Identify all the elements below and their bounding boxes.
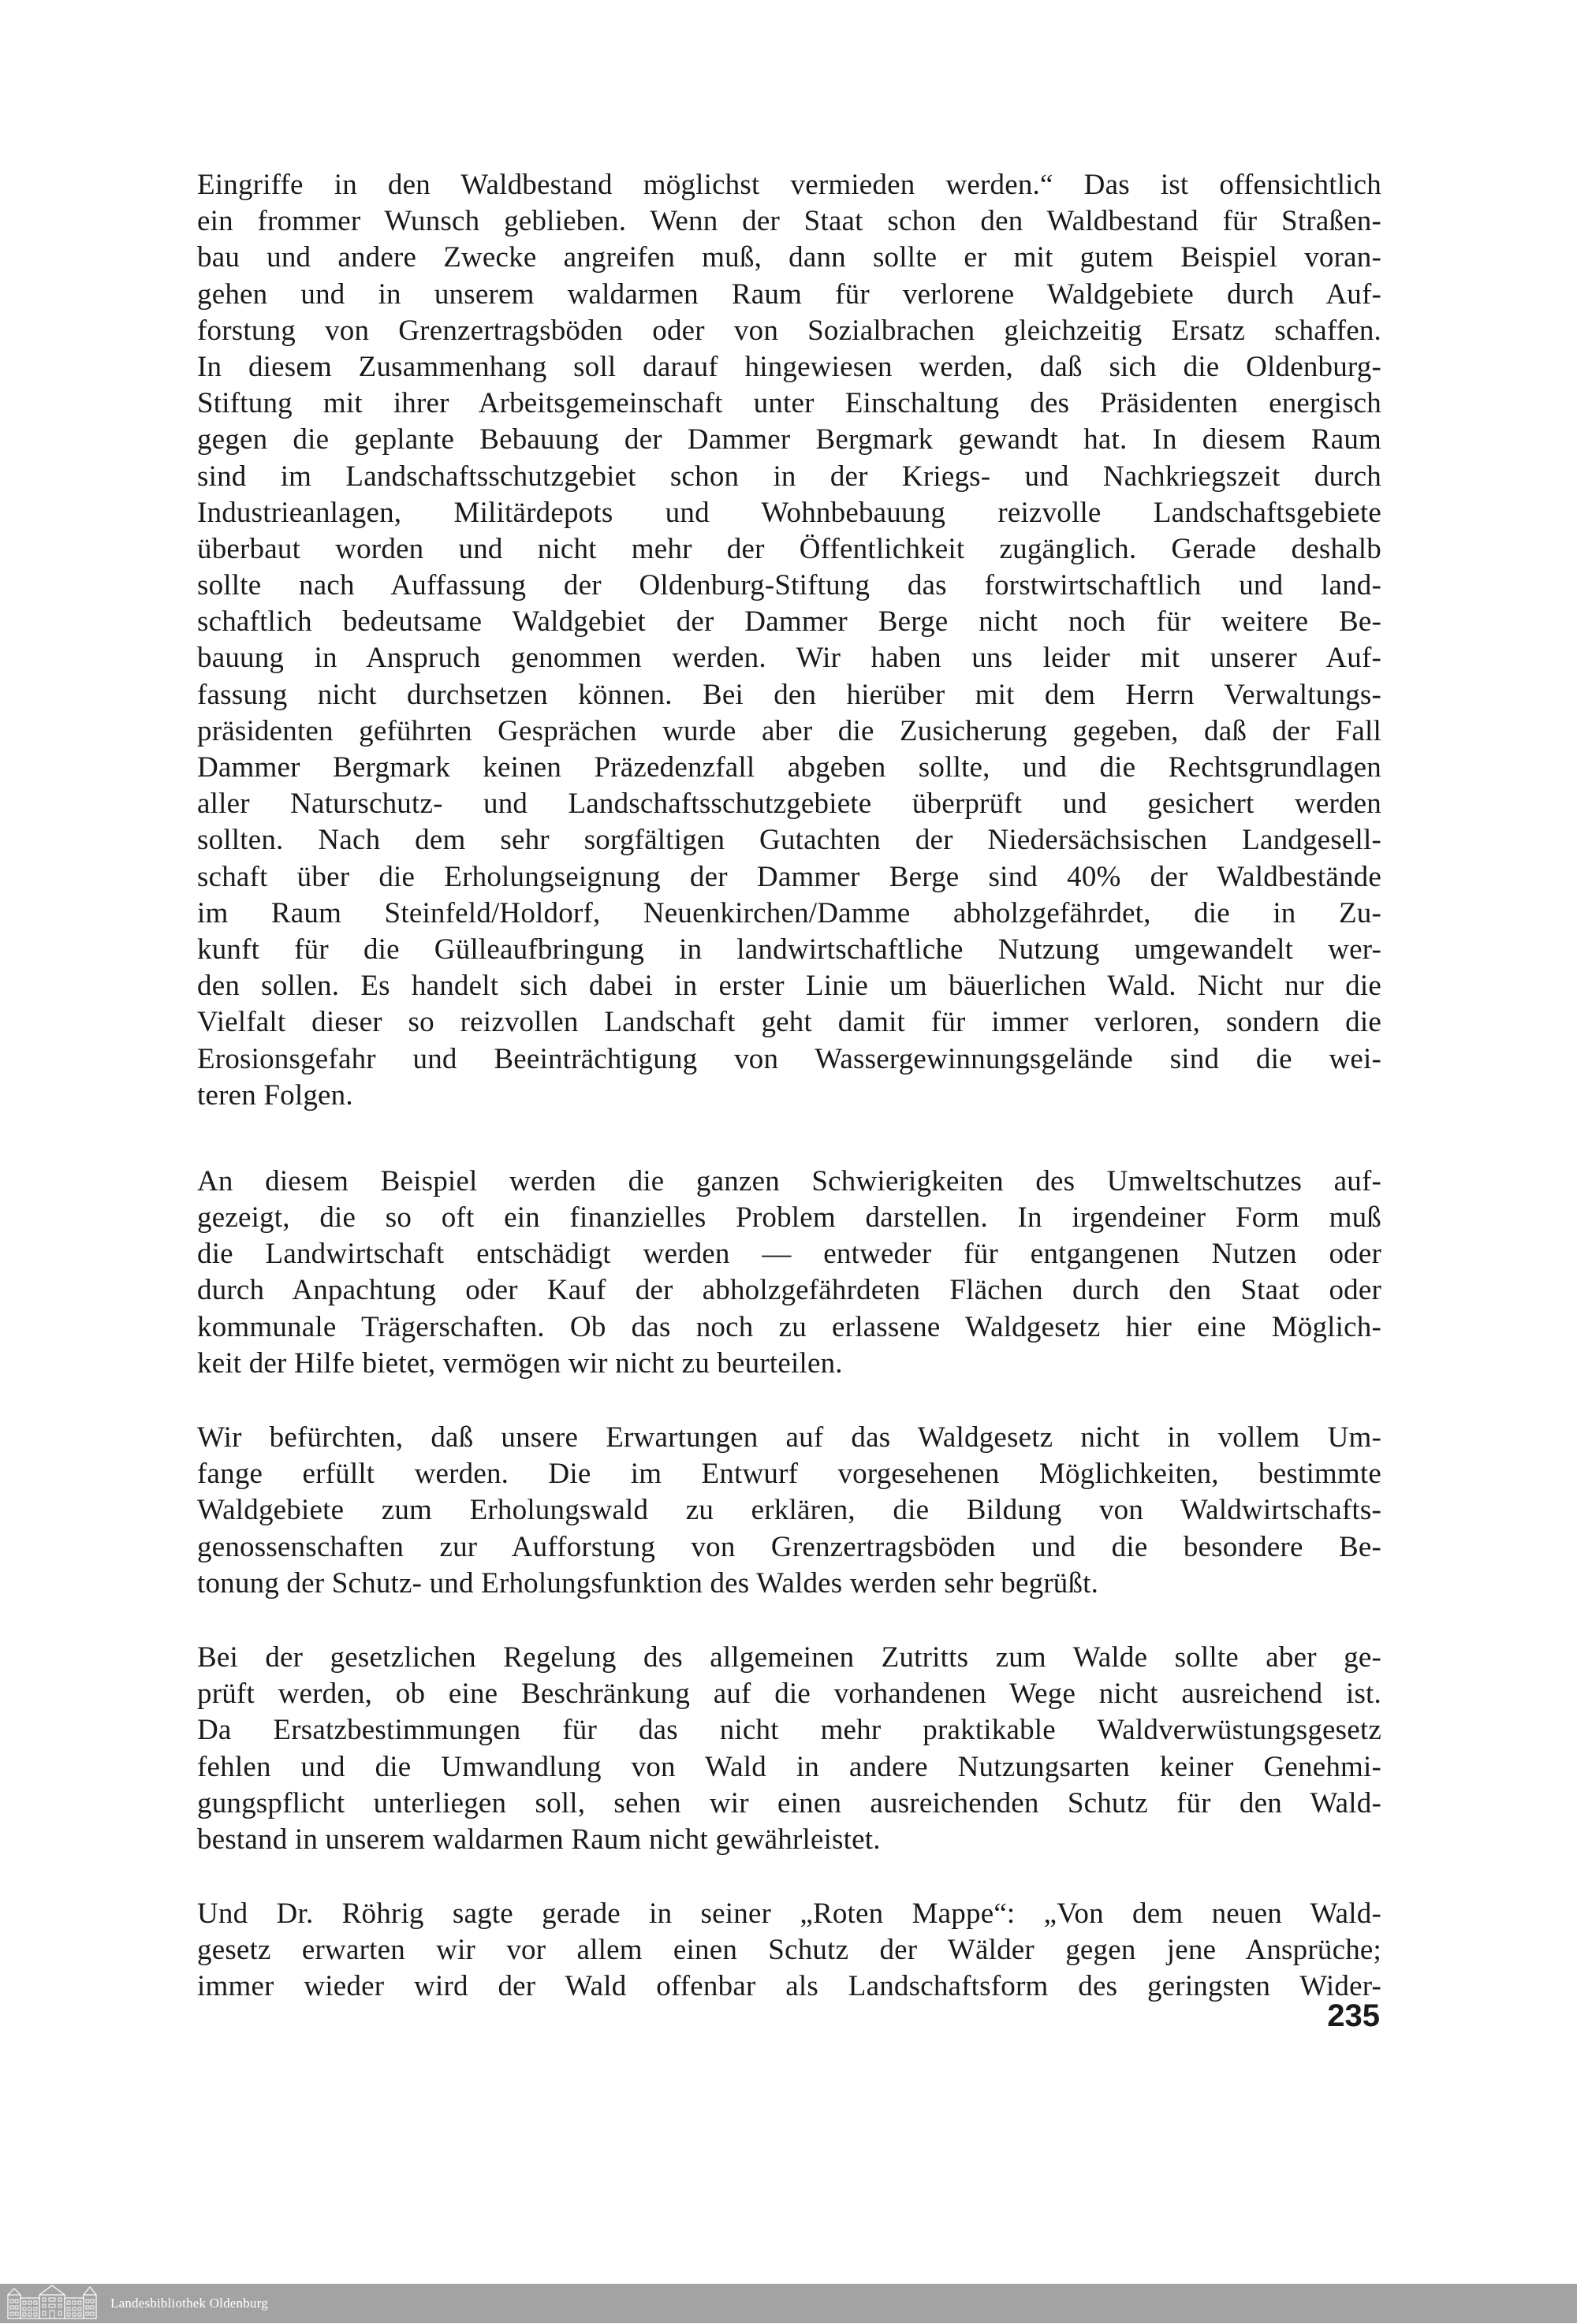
text-line: fassung nicht durchsetzen können. Bei den hierüber mit dem Herrn Verwaltungs- bbox=[197, 678, 1381, 711]
text-line: Wir befürchten, daß unsere Erwartungen auf das Waldgesetz nicht in vollem Um- bbox=[197, 1421, 1381, 1454]
text-line: teren Folgen. bbox=[197, 1078, 353, 1112]
text-line: tonung der Schutz- und Erholungsfunktion des Waldes werden sehr begrüßt. bbox=[197, 1566, 1099, 1600]
text-line: bau und andere Zwecke angreifen muß, dann sollte er mit gutem Beispiel voran- bbox=[197, 241, 1381, 274]
text-line: die Landwirtschaft entschädigt werden — entweder für entgangenen Nutzen oder bbox=[197, 1238, 1381, 1271]
text-line: Erosionsgefahr und Beeinträchtigung von Wassergewinnungsgelände sind die wei- bbox=[197, 1042, 1381, 1075]
text-line: An diesem Beispiel werden die ganzen Schwierigkeiten des Umweltschutzes auf- bbox=[197, 1164, 1381, 1197]
text-line: Bei der gesetzlichen Regelung des allgemeinen Zutritts zum Walde sollte aber ge- bbox=[197, 1641, 1381, 1674]
text-line: im Raum Steinfeld/Holdorf, Neuenkirchen/Damme abholzgefährdet, die in Zu- bbox=[197, 896, 1381, 929]
text-line: In diesem Zusammenhang soll darauf hingewiesen werden, daß sich die Oldenburg- bbox=[197, 350, 1381, 383]
text-line: schaft über die Erholungseignung der Dammer Berge sind 40% der Waldbestände bbox=[197, 860, 1381, 893]
text-line: sind im Landschaftsschutzgebiet schon in der Kriegs- und Nachkriegszeit durch bbox=[197, 460, 1381, 493]
text-line: genossenschaften zur Aufforstung von Grenzertragsböden und die besondere Be- bbox=[197, 1530, 1381, 1563]
paragraph-1 bbox=[197, 167, 1381, 1114]
text-line: Dammer Bergmark keinen Präzedenzfall abgeben sollte, und die Rechtsgrundlagen bbox=[197, 751, 1381, 784]
paragraph-2 bbox=[197, 1164, 1381, 1382]
paragraph-spacer bbox=[197, 1602, 1381, 1640]
text-line: gungspflicht unterliegen soll, sehen wir einen ausreichenden Schutz für den Wald- bbox=[197, 1786, 1381, 1819]
text-line: kommunale Trägerschaften. Ob das noch zu erlassene Waldgesetz hier eine Möglich- bbox=[197, 1310, 1381, 1343]
text-line: gehen und in unserem waldarmen Raum für verlorene Waldgebiete durch Auf- bbox=[197, 277, 1381, 311]
text-line: präsidenten geführten Gesprächen wurde aber die Zusicherung gegeben, daß der Fall bbox=[197, 714, 1381, 747]
text-line: fehlen und die Umwandlung von Wald in andere Nutzungsarten keiner Genehmi- bbox=[197, 1750, 1381, 1783]
text-line: sollten. Nach dem sehr sorgfältigen Gutachten der Niedersächsischen Landgesell- bbox=[197, 824, 1381, 857]
text-line: sollte nach Auffassung der Oldenburg-Stiftung das forstwirtschaftlich und land- bbox=[197, 569, 1381, 602]
library-building-icon bbox=[5, 2284, 99, 2320]
text-line: ein frommer Wunsch geblieben. Wenn der Staat schon den Waldbestand für Straßen- bbox=[197, 205, 1381, 238]
text-line: überbaut worden und nicht mehr der Öffentlichkeit zugänglich. Gerade deshalb bbox=[197, 532, 1381, 565]
document-page-body bbox=[197, 167, 1381, 2006]
text-line: den sollen. Es handelt sich dabei in erster Linie um bäuerlichen Wald. Nicht nur die bbox=[197, 970, 1381, 1003]
text-line: gegen die geplante Bebauung der Dammer Bergmark gewandt hat. In diesem Raum bbox=[197, 423, 1381, 456]
paragraph-5 bbox=[197, 1896, 1381, 2006]
library-footer-bar bbox=[0, 2284, 1577, 2323]
text-line: gesetz erwarten wir vor allem einen Schutz der Wälder gegen jene Ansprüche; bbox=[197, 1934, 1381, 1967]
text-line: Da Ersatzbestimmungen für das nicht mehr praktikable Waldverwüstungsgesetz bbox=[197, 1714, 1381, 1747]
paragraph-4 bbox=[197, 1640, 1381, 1858]
text-line: Eingriffe in den Waldbestand möglichst vermieden werden.“ Das ist offensichtlich bbox=[197, 169, 1381, 201]
library-name: Landesbibliothek Oldenburg bbox=[110, 2296, 268, 2311]
text-line: prüft werden, ob eine Beschränkung auf die vorhandenen Wege nicht ausreichend ist. bbox=[197, 1678, 1381, 1711]
text-line: aller Naturschutz- und Landschaftsschutzgebiete überprüft und gesichert werden bbox=[197, 788, 1381, 821]
text-line: bauung in Anspruch genommen werden. Wir haben uns leider mit unserer Auf- bbox=[197, 642, 1381, 675]
text-line: Industrieanlagen, Militärdepots und Wohnbebauung reizvolle Landschaftsgebiete bbox=[197, 496, 1381, 529]
text-line: Waldgebiete zum Erholungswald zu erklären, die Bildung von Waldwirtschafts- bbox=[197, 1494, 1381, 1527]
text-line: keit der Hilfe bietet, vermögen wir nicht zu beurteilen. bbox=[197, 1346, 843, 1380]
text-line: immer wieder wird der Wald offenbar als Landschaftsform des geringsten Wider- bbox=[197, 1970, 1381, 2003]
paragraph-spacer bbox=[197, 1858, 1381, 1896]
text-line: fange erfüllt werden. Die im Entwurf vorgesehenen Möglichkeiten, bestimmte bbox=[197, 1458, 1381, 1491]
text-line: Stiftung mit ihrer Arbeitsgemeinschaft unter Einschaltung des Präsidenten energisch bbox=[197, 387, 1381, 420]
paragraph-3 bbox=[197, 1420, 1381, 1602]
page-number: 235 bbox=[1327, 1998, 1380, 2033]
text-line: Und Dr. Röhrig sagte gerade in seiner „Roten Mappe“: „Von dem neuen Wald- bbox=[197, 1898, 1381, 1931]
text-line: gezeigt, die so oft ein finanzielles Problem darstellen. In irgendeiner Form muß bbox=[197, 1201, 1381, 1235]
text-line: forstung von Grenzertragsböden oder von Sozialbrachen gleichzeitig Ersatz schaffen. bbox=[197, 314, 1381, 347]
text-line: Vielfalt dieser so reizvollen Landschaft geht damit für immer verloren, sondern die bbox=[197, 1006, 1381, 1039]
paragraph-spacer bbox=[197, 1382, 1381, 1420]
text-line: bestand in unserem waldarmen Raum nicht gewährleistet. bbox=[197, 1823, 881, 1856]
text-line: schaftlich bedeutsame Waldgebiet der Dammer Berge nicht noch für weitere Be- bbox=[197, 605, 1381, 639]
text-line: durch Anpachtung oder Kauf der abholzgefährdeten Flächen durch den Staat oder bbox=[197, 1274, 1381, 1307]
text-line: kunft für die Gülleaufbringung in landwirtschaftliche Nutzung umgewandelt wer- bbox=[197, 933, 1381, 966]
paragraph-spacer bbox=[197, 1114, 1381, 1164]
